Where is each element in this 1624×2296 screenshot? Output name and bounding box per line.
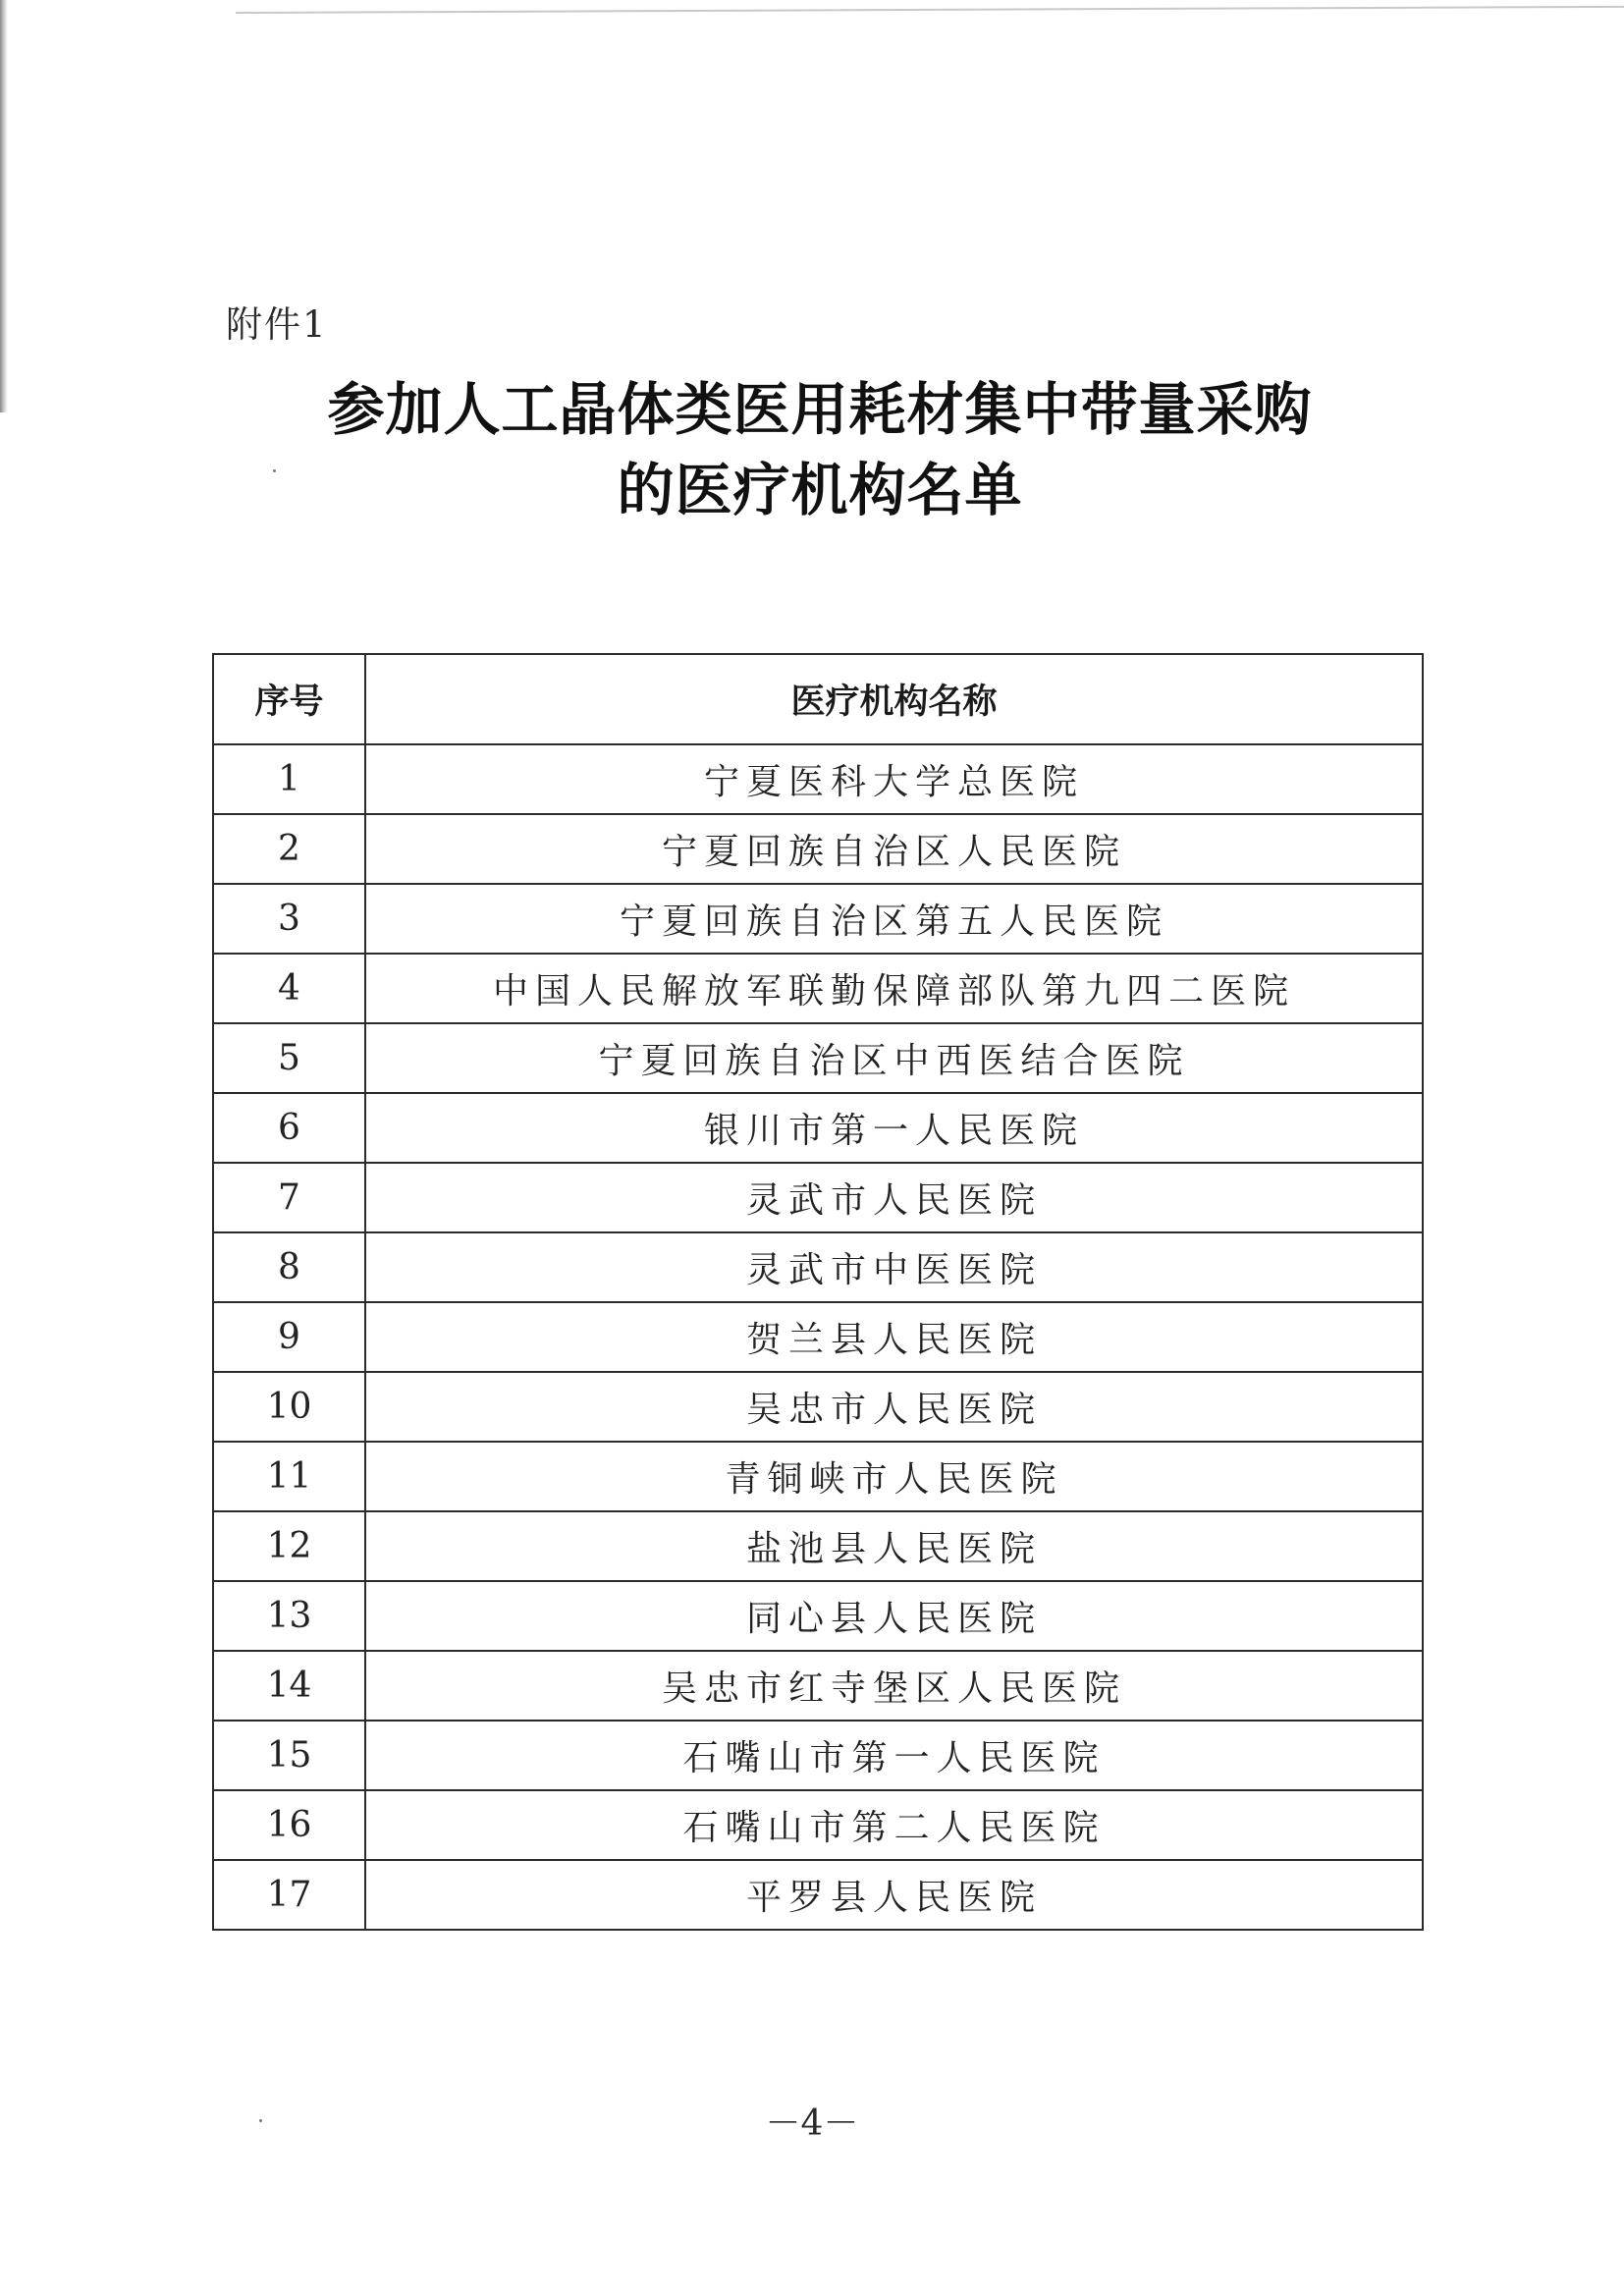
document-title-line-2: 的医疗机构名单 <box>617 457 1023 523</box>
row-institution-name: 灵武市中医医院 <box>365 1232 1423 1302</box>
row-institution-name: 平罗县人民医院 <box>365 1860 1423 1930</box>
table-row <box>213 1721 1423 1790</box>
scan-edge-top <box>236 6 1624 14</box>
row-institution-name: 石嘴山市第二人民医院 <box>365 1790 1423 1860</box>
table-row <box>213 1023 1423 1093</box>
row-index: 4 <box>213 954 365 1023</box>
scan-edge-left <box>0 0 8 412</box>
row-institution-name: 吴忠市人民医院 <box>365 1372 1423 1442</box>
row-index: 2 <box>213 814 365 884</box>
table-row <box>213 954 1423 1023</box>
row-institution-name: 青铜峡市人民医院 <box>365 1442 1423 1511</box>
row-index: 6 <box>213 1093 365 1163</box>
table-row <box>213 1302 1423 1372</box>
row-index: 15 <box>213 1721 365 1790</box>
table-header-row <box>213 654 1423 744</box>
row-institution-name: 同心县人民医院 <box>365 1581 1423 1651</box>
page-number: －4－ <box>765 2104 859 2144</box>
row-index: 14 <box>213 1651 365 1721</box>
table-row <box>213 884 1423 954</box>
table-row <box>213 1651 1423 1721</box>
row-index: 13 <box>213 1581 365 1651</box>
row-institution-name: 中国人民解放军联勤保障部队第九四二医院 <box>365 954 1423 1023</box>
row-institution-name: 盐池县人民医院 <box>365 1511 1423 1581</box>
attachment-label: 附件1 <box>226 303 328 346</box>
table-row <box>213 1232 1423 1302</box>
row-index: 17 <box>213 1860 365 1930</box>
row-institution-name: 吴忠市红寺堡区人民医院 <box>365 1651 1423 1721</box>
row-institution-name: 灵武市人民医院 <box>365 1163 1423 1232</box>
institution-table <box>212 653 1424 1931</box>
table-row <box>213 1860 1423 1930</box>
row-index: 1 <box>213 744 365 814</box>
row-institution-name: 宁夏回族自治区第五人民医院 <box>365 884 1423 954</box>
table-row <box>213 1372 1423 1442</box>
table-row <box>213 1442 1423 1511</box>
row-institution-name: 银川市第一人民医院 <box>365 1093 1423 1163</box>
row-index: 7 <box>213 1163 365 1232</box>
row-index: 11 <box>213 1442 365 1511</box>
header-index: 序号 <box>213 654 365 744</box>
row-institution-name: 宁夏回族自治区中西医结合医院 <box>365 1023 1423 1093</box>
table-row <box>213 744 1423 814</box>
row-index: 9 <box>213 1302 365 1372</box>
row-index: 12 <box>213 1511 365 1581</box>
table-row <box>213 814 1423 884</box>
table-row <box>213 1581 1423 1651</box>
table-row <box>213 1511 1423 1581</box>
row-index: 8 <box>213 1232 365 1302</box>
row-institution-name: 宁夏回族自治区人民医院 <box>365 814 1423 884</box>
table-row <box>213 1790 1423 1860</box>
row-index: 16 <box>213 1790 365 1860</box>
row-index: 10 <box>213 1372 365 1442</box>
row-institution-name: 贺兰县人民医院 <box>365 1302 1423 1372</box>
row-institution-name: 石嘴山市第一人民医院 <box>365 1721 1423 1790</box>
row-institution-name: 宁夏医科大学总医院 <box>365 744 1423 814</box>
table-row <box>213 1163 1423 1232</box>
row-index: 5 <box>213 1023 365 1093</box>
header-institution-name: 医疗机构名称 <box>365 654 1423 744</box>
row-index: 3 <box>213 884 365 954</box>
table-row <box>213 1093 1423 1163</box>
document-title-line-1: 参加人工晶体类医用耗材集中带量采购 <box>327 376 1313 443</box>
